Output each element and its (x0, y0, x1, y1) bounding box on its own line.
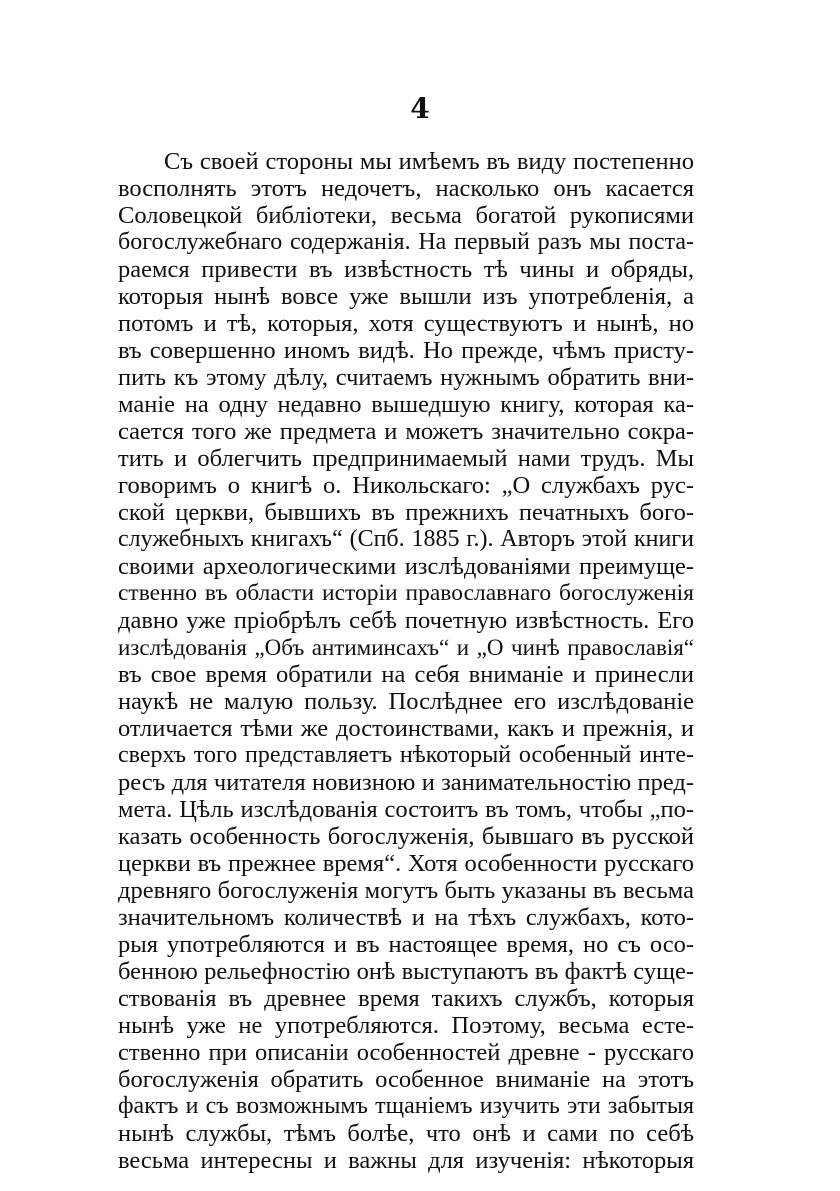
text-line: бенною рельефностію онѣ выступаютъ въ фактѣ суще- (118, 958, 694, 985)
text-line: сверхъ того представляетъ нѣкоторый особенный инте- (118, 742, 694, 768)
text-line: богослужебнаго содержанія. На первый разъ мы поста- (118, 229, 694, 255)
text-line: ствованія въ древнее время такихъ службъ, которыя (118, 985, 694, 1012)
text-line: сается того же предмета и можетъ значительно сокра- (118, 418, 694, 445)
text-line: ресъ для читателя новизною и занимательностію пред- (118, 769, 694, 796)
text-line: мета. Цѣль изслѣдованія состоитъ въ томъ, чтобы „по- (118, 796, 694, 823)
text-line: церкви въ прежнее время“. Хотя особенности русскаго (118, 850, 694, 877)
text-line: Соловецкой библіотеки, весьма богатой рукописями (118, 202, 694, 229)
text-line: потомъ и тѣ, которыя, хотя существуютъ и нынѣ, но (118, 310, 694, 337)
text-line: тить и облегчить предпринимаемый нами трудъ. Мы (118, 445, 694, 472)
text-line: служебныхъ книгахъ“ (Спб. 1885 г.). Авторъ этой книги (118, 526, 694, 552)
body-text (118, 148, 694, 1174)
text-line: изслѣдованія „Объ антиминсахъ“ и „О чинѣ православія“ (118, 635, 694, 660)
text-line: ственно при описаніи особенностей древне - русскаго (118, 1039, 694, 1066)
page-number: 4 (410, 92, 430, 125)
text-line: маніе на одну недавно вышедшую книгу, которая ка- (118, 391, 694, 418)
text-line: отличается тѣми же достоинствами, какъ и прежнія, и (118, 715, 694, 742)
text-line: ской церкви, бывшихъ въ прежнихъ печатныхъ бого- (118, 499, 694, 526)
text-line: Съ своей стороны мы имѣемъ въ виду постепенно (164, 148, 694, 175)
text-line: нынѣ уже не употребляются. Поэтому, весьма есте- (118, 1012, 694, 1039)
text-line: нынѣ службы, тѣмъ болѣе, что онѣ и сами по себѣ (118, 1120, 694, 1147)
text-line: пить къ этому дѣлу, считаемъ нужнымъ обратить вни- (118, 364, 694, 391)
text-line: весьма интересны и важны для изученія: нѣкоторыя (118, 1147, 694, 1174)
text-line: ственно въ области исторіи православнаго богослуженія (118, 580, 694, 606)
text-line: восполнять этотъ недочетъ, насколько онъ касается (118, 175, 694, 202)
text-line: давно уже пріобрѣлъ себѣ почетную извѣстность. Его (118, 607, 694, 634)
text-line: казать особенность богослуженія, бывшаго въ русской (118, 823, 694, 850)
text-line: которыя нынѣ вовсе уже вышли изъ употребленія, а (118, 283, 694, 310)
text-line: рыя употребляются и въ настоящее время, но съ осо- (118, 931, 694, 958)
text-line: фактъ и съ возможнымъ тщаніемъ изучить эти забытыя (118, 1093, 694, 1119)
text-line: въ свое время обратили на себя вниманіе и принесли (118, 661, 694, 688)
text-line: въ совершенно иномъ видѣ. Но прежде, чѣмъ присту- (118, 337, 694, 364)
text-line: древняго богослуженія могутъ быть указаны въ весьма (118, 877, 694, 904)
text-line: наукѣ не малую пользу. Послѣднее его изслѣдованіе (118, 688, 694, 715)
text-line: раемся привести въ извѣстность тѣ чины и обряды, (118, 256, 694, 283)
text-line: своими археологическими изслѣдованіями преимуще- (118, 553, 694, 580)
text-line: значительномъ количествѣ и на тѣхъ службахъ, кото- (118, 904, 694, 931)
text-line: говоримъ о книгѣ о. Никольскаго: „О службахъ рус- (118, 472, 694, 499)
text-line: богослуженія обратить особенное вниманіе на этотъ (118, 1066, 694, 1093)
